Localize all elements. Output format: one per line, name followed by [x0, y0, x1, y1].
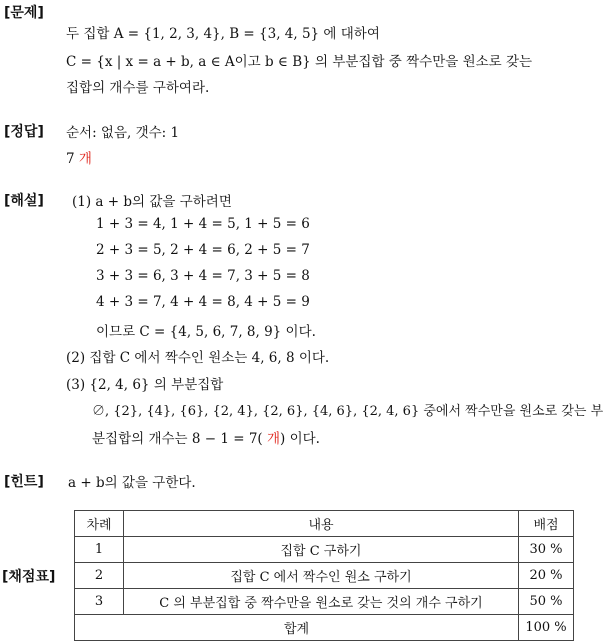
subset-count-end: ) 이다. [280, 431, 320, 447]
sum-row-4: 4 + 3 = 7, 4 + 4 = 8, 4 + 5 = 9 [96, 294, 310, 310]
answer-meta: 순서: 없음, 갯수: 1 [66, 125, 180, 141]
row-order: 1 [75, 537, 124, 563]
problem-line-2: C = {x | x = a + b, a ∈ A이고 b ∈ B} 의 부분집합 중 짝수만을 원소로 갖는 [66, 54, 533, 70]
row-content: 집합 C 에서 짝수인 원소 구하기 [124, 563, 519, 589]
solution-header: [해설] [4, 193, 44, 209]
column-header-order: 차례 [75, 511, 124, 537]
answer-unit: 개 [78, 151, 92, 167]
column-header-content: 내용 [124, 511, 519, 537]
column-header-points: 배점 [519, 511, 574, 537]
row-content: C 의 부분집합 중 짝수만을 원소로 갖는 것의 개수 구하기 [124, 589, 519, 615]
answer-value-line [66, 147, 92, 167]
solution-step-3-line-1: ∅, {2}, {4}, {6}, {2, 4}, {2, 6}, {4, 6}, {2, 4, 6} 중에서 짝수만을 원소로 갖는 부 [92, 404, 603, 419]
solution-step-1-result: 이므로 C = {4, 5, 6, 7, 8, 9} 이다. [96, 324, 316, 340]
problem-line-3: 집합의 개수를 구하여라. [66, 80, 210, 96]
table-row [75, 537, 574, 563]
sum-row-1: 1 + 3 = 4, 1 + 4 = 5, 1 + 5 = 6 [96, 216, 310, 232]
scoring-table [74, 510, 574, 641]
hint-text: a + b의 값을 구한다. [68, 475, 196, 491]
row-order: 3 [75, 589, 124, 615]
solution-step-1: (1) a + b의 값을 구하려면 [72, 194, 232, 210]
table-row [75, 563, 574, 589]
problem-header: [문제] [4, 5, 44, 21]
table-header-row [75, 511, 574, 537]
hint-header: [힌트] [4, 474, 44, 490]
solution-step-3: (3) {2, 4, 6} 의 부분집합 [66, 377, 224, 393]
solution-step-3-line-2 [92, 427, 320, 447]
table-row [75, 589, 574, 615]
answer-header: [정답] [4, 124, 44, 140]
sum-row-2: 2 + 3 = 5, 2 + 4 = 6, 2 + 5 = 7 [96, 242, 310, 258]
total-label: 합계 [75, 615, 519, 641]
answer-value: 7 [66, 151, 75, 167]
total-points: 100 % [519, 615, 574, 641]
row-order: 2 [75, 563, 124, 589]
table-total-row [75, 615, 574, 641]
row-points: 50 % [519, 589, 574, 615]
subset-count-text: 분집합의 개수는 8 − 1 = 7( [92, 431, 263, 447]
subset-count-unit: 개 [262, 431, 281, 447]
solution-step-2: (2) 집합 C 에서 짝수인 원소는 4, 6, 8 이다. [66, 350, 330, 366]
problem-line-1: 두 집합 A = {1, 2, 3, 4}, B = {3, 4, 5} 에 대하여 [66, 26, 380, 42]
sum-row-3: 3 + 3 = 6, 3 + 4 = 7, 3 + 5 = 8 [96, 268, 310, 284]
scoring-header: [채점표] [2, 569, 56, 585]
row-content: 집합 C 구하기 [124, 537, 519, 563]
row-points: 20 % [519, 563, 574, 589]
row-points: 30 % [519, 537, 574, 563]
